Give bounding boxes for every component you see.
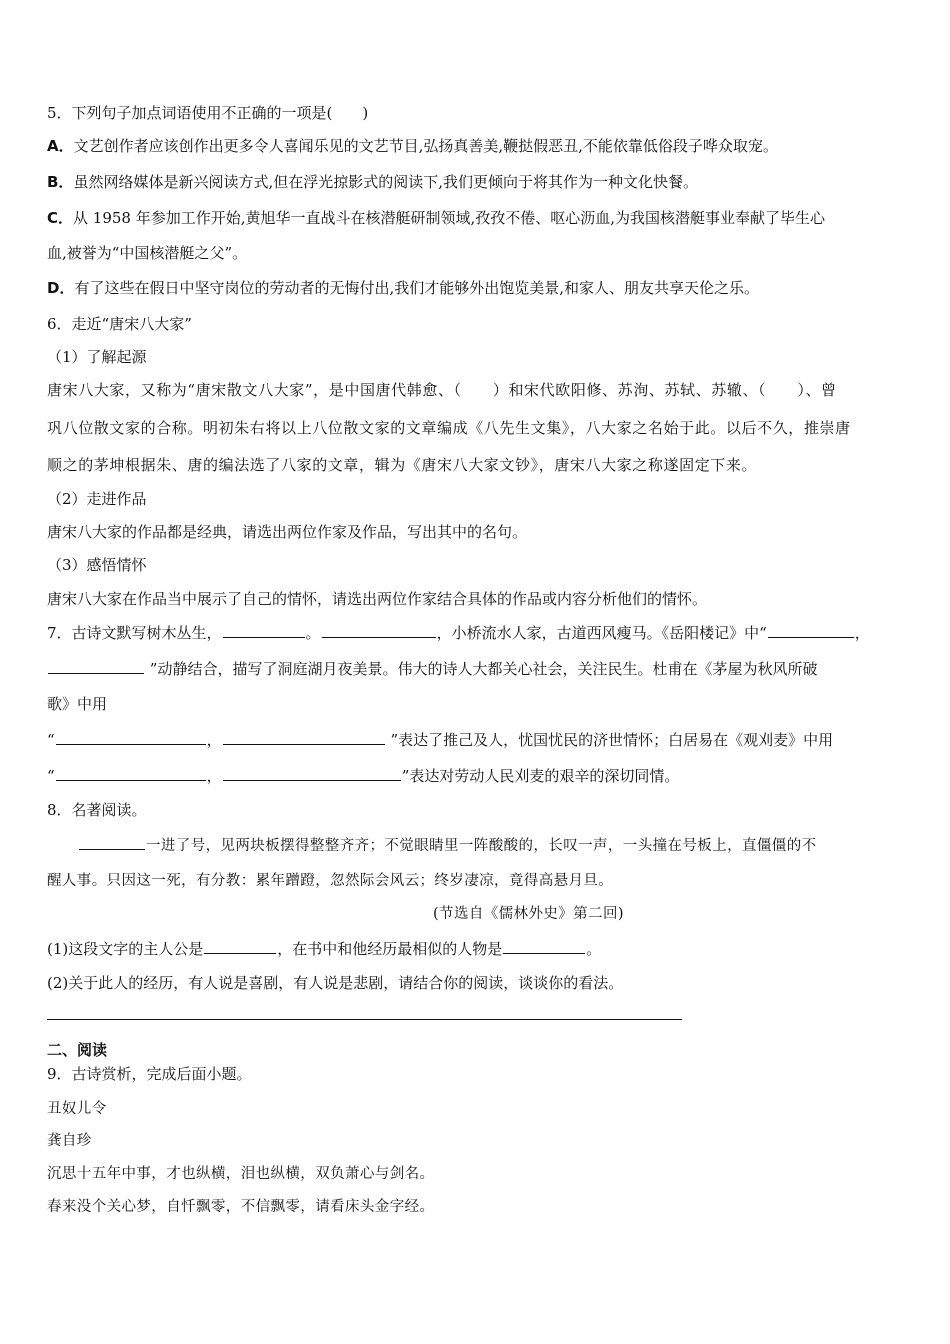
- option-b-label: B．: [47, 173, 74, 191]
- answer-blank[interactable]: [56, 765, 206, 781]
- q7-text: ”表达了推己及人，忧国忧民的济世情怀；白居易在《观刈麦》中用: [390, 731, 834, 749]
- option-c-text: 从 1958 年参加工作开始,黄旭华一直战斗在核潜艇研制领域,孜孜不倦、呕心沥血,为我国核潜艇事业奉献了毕生心: [73, 209, 826, 227]
- q5-stem: 5．下列句子加点词语使用不正确的一项是( ): [47, 104, 369, 122]
- q5-option-d: [47, 278, 759, 298]
- q7-line1: [47, 622, 870, 643]
- excerpt-text: 一进了号，见两块板摆得整整齐齐；不觉眼睛里一阵酸酸的，长叹一声，一头撞在号板上，直僵僵的不: [146, 838, 817, 854]
- q6-part1-line1: 唐宋八大家，又称为“唐宋散文八大家”，是中国唐代韩愈、（ ）和宋代欧阳修、苏洵、苏轼、苏辙、（ ）、曾: [47, 381, 837, 399]
- q8-stem: 8．名著阅读。: [47, 801, 147, 819]
- q6-part1-line3: 顺之的茅坤根据朱、唐的编法选了八家的文章，辑为《唐宋八大家文钞》，唐宋八大家之称遂固定下来。: [47, 456, 758, 474]
- answer-line[interactable]: [47, 1019, 682, 1020]
- poem-line1: 沉思十五年中事，才也纵横，泪也纵横，双负萧心与剑名。: [47, 1166, 435, 1182]
- q7-text: ”表达对劳动人民刈麦的艰辛的深切同情。: [401, 767, 680, 785]
- q5-option-c-cont: 血,被誉为“中国核潜艇之父”。: [47, 244, 248, 262]
- q8-text: ，在书中和他经历最相似的人物是: [277, 940, 503, 958]
- q8-excerpt-line1: [78, 834, 817, 856]
- q7-text: 。: [305, 624, 321, 642]
- q6-stem: 6．走近“唐宋八大家”: [47, 315, 192, 333]
- q6-part1-line2: 巩八位散文家的合称。明初朱右将以上八位散文家的文章编成《八先生文集》，八大家之名始于此。以后不久，推崇唐: [47, 419, 851, 437]
- answer-blank[interactable]: [56, 729, 206, 745]
- option-a-label: A．: [47, 137, 74, 155]
- q8-text: 。: [586, 940, 602, 958]
- q8-sub2: (2)关于此人的经历，有人说是喜剧，有人说是悲剧，请结合你的阅读，谈谈你的看法。: [47, 974, 624, 992]
- answer-blank[interactable]: [322, 622, 436, 638]
- q7-line5: [47, 765, 679, 786]
- q6-part1-title: （1）了解起源: [47, 348, 147, 366]
- option-b-text: 虽然网络媒体是新兴阅读方式,但在浮光掠影式的阅读下,我们更倾向于将其作为一种文化快餐。: [73, 173, 698, 191]
- answer-blank[interactable]: [223, 765, 401, 781]
- answer-blank[interactable]: [223, 729, 385, 745]
- q7-text: “: [47, 767, 55, 785]
- q7-text: 7．古诗文默写树木丛生，: [47, 624, 222, 642]
- q7-text: ”动静结合，描写了洞庭湖月夜美景。伟大的诗人大都关心社会，关注民生。杜甫在《茅屋为秋风所破: [149, 660, 818, 678]
- answer-blank[interactable]: [223, 622, 305, 638]
- q7-text: “: [47, 731, 55, 749]
- q5-option-c: [47, 208, 825, 228]
- answer-blank[interactable]: [204, 938, 276, 954]
- q6-part3-text: 唐宋八大家在作品当中展示了自己的情怀，请选出两位作家结合具体的作品或内容分析他们的情怀。: [47, 590, 708, 608]
- q8-sub1: [47, 938, 601, 959]
- q7-line2: [47, 658, 817, 679]
- option-a-text: 文艺创作者应该创作出更多令人喜闻乐见的文艺节目,弘扬真善美,鞭挞假恶丑,不能依靠低俗段子哗众取宠。: [73, 137, 778, 155]
- poem-author: 龚自珍: [47, 1133, 92, 1149]
- q8-text: (1)这段文字的主人公是: [47, 940, 204, 958]
- q8-citation: (节选自《儒林外史》第二回): [433, 906, 624, 922]
- q6-part2-title: （2）走进作品: [47, 490, 147, 508]
- option-d-text: 有了这些在假日中坚守岗位的劳动者的无悔付出,我们才能够外出饱览美景,和家人、朋友共享天伦之乐。: [74, 279, 759, 297]
- answer-blank[interactable]: [768, 622, 854, 638]
- answer-blank[interactable]: [48, 658, 144, 674]
- q7-line3: 歌》中用: [47, 695, 108, 713]
- q5-option-b: [47, 172, 698, 192]
- q7-text: ，: [206, 767, 222, 785]
- q7-line4: [47, 729, 833, 750]
- q7-text: ，: [854, 624, 870, 642]
- poem-title: 丑奴儿令: [47, 1101, 107, 1117]
- q7-text: ，小桥流水人家，古道西风瘦马。《岳阳楼记》中“: [436, 624, 767, 642]
- option-c-label: C．: [47, 209, 74, 227]
- poem-line2: 春来没个关心梦，自忏飘零，不信飘零，请看床头金字经。: [47, 1199, 435, 1215]
- section-title: 二、阅读: [47, 1041, 108, 1059]
- answer-blank[interactable]: [79, 834, 145, 850]
- q5-option-a: [47, 136, 778, 156]
- option-d-label: D．: [47, 279, 75, 297]
- q9-stem: 9．古诗赏析，完成后面小题。: [47, 1065, 252, 1083]
- q6-part2-text: 唐宋八大家的作品都是经典，请选出两位作家及作品，写出其中的名句。: [47, 523, 528, 541]
- answer-blank[interactable]: [503, 938, 585, 954]
- q7-text: ，: [206, 731, 222, 749]
- q6-part3-title: （3）感悟情怀: [47, 556, 147, 574]
- q8-excerpt-line2: 醒人事。只因这一死，有分教：累年蹭蹬，忽然际会风云；终岁凄凉，竟得高悬月旦。: [47, 873, 614, 889]
